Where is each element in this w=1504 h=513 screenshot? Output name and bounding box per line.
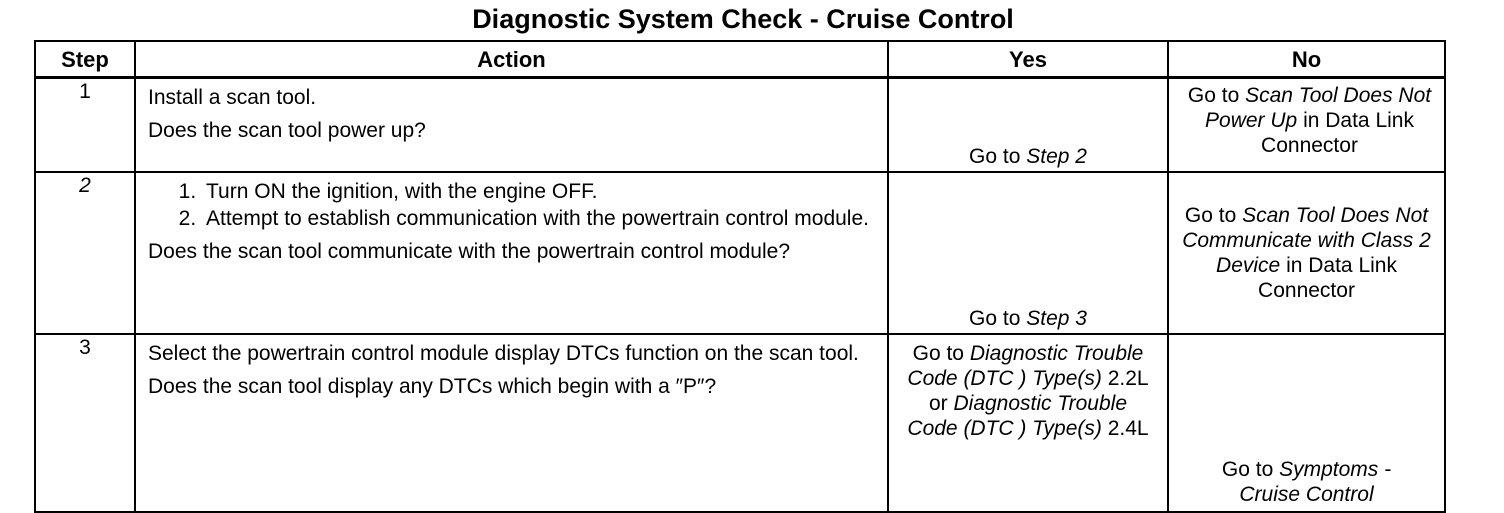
no-prefix: Go to: [1221, 458, 1280, 481]
no-link[interactable]: Symptoms - Cruise Control: [1239, 458, 1392, 506]
header-action: Action: [135, 41, 888, 78]
action-cell: [135, 172, 888, 334]
table-row: [35, 78, 1445, 173]
step-number-text: 2: [79, 174, 91, 197]
table-row: [35, 172, 1445, 334]
action-cell: [135, 334, 888, 512]
list-item: 1. Turn ON the ignition, with the engine OFF.: [202, 179, 877, 204]
yes-prefix: Go to: [969, 307, 1027, 330]
header-step: Step: [35, 41, 135, 78]
no-link[interactable]: Scan Tool Does Not Communicate with Class 2 Device: [1182, 204, 1431, 277]
yes-cell: [888, 334, 1168, 512]
page-title: Diagnostic System Check - Cruise Control: [472, 4, 1014, 34]
step-number: 1: [35, 78, 135, 173]
action-text: Install a scan tool.: [148, 86, 317, 109]
action-question: Does the scan tool display any DTCs which begin with a ″P″?: [148, 375, 717, 398]
action-question: Does the scan tool communicate with the powertrain control module?: [148, 240, 790, 263]
yes-link[interactable]: Diagnostic Trouble Code (DTC ) Type(s): [907, 392, 1128, 440]
yes-link[interactable]: Step 3: [1026, 307, 1087, 330]
header-no: No: [1168, 41, 1445, 78]
yes-mid: 2.2L or: [928, 367, 1149, 415]
no-cell: [1168, 172, 1445, 334]
yes-link[interactable]: Diagnostic Trouble Code (DTC ) Type(s): [907, 342, 1144, 390]
action-steps-list: [148, 179, 877, 231]
step-number: 3: [35, 334, 135, 512]
yes-cell: [888, 78, 1168, 173]
no-link[interactable]: Scan Tool Does Not Power Up: [1205, 84, 1432, 132]
yes-prefix: Go to: [969, 145, 1027, 168]
header-row: [35, 41, 1445, 78]
table-row: [35, 334, 1445, 512]
yes-prefix: Go to: [912, 342, 970, 365]
no-cell: [1168, 78, 1445, 173]
no-suffix: in Data Link Connector: [1258, 254, 1397, 302]
no-prefix: Go to: [1184, 204, 1243, 227]
no-suffix: in Data Link Connector: [1261, 109, 1414, 157]
no-cell: [1168, 334, 1445, 512]
yes-suffix: 2.4L: [1101, 417, 1149, 440]
action-question: Does the scan tool power up?: [148, 119, 426, 142]
no-prefix: Go to: [1187, 84, 1246, 107]
step-number: [35, 172, 135, 334]
header-yes: Yes: [888, 41, 1168, 78]
list-item: 2. Attempt to establish communication with the powertrain control module.: [202, 206, 877, 231]
yes-cell: [888, 172, 1168, 334]
action-text: Select the powertrain control module display DTCs function on the scan tool.: [148, 342, 859, 365]
diagnostic-table: [34, 40, 1446, 513]
action-cell: [135, 78, 888, 173]
yes-link[interactable]: Step 2: [1026, 145, 1087, 168]
